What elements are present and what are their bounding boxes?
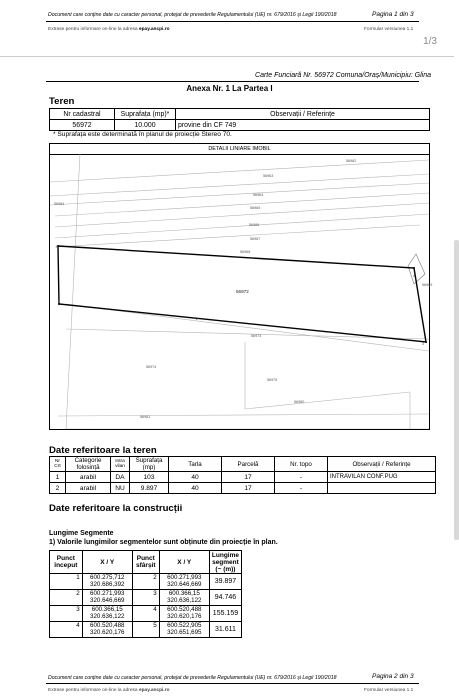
cell-length: 155.159 [209, 606, 241, 622]
anexa-title: Anexa Nr. 1 La Partea I [186, 84, 273, 93]
table-header-row [50, 457, 436, 472]
header-observatii: Observații / Referințe [328, 457, 436, 472]
teren-table [49, 108, 430, 131]
cell-start-point: 2 [50, 590, 83, 606]
header-observatii: Observații / Referințe [176, 109, 430, 120]
header-suprafata: Suprafața (mp) [130, 457, 169, 472]
cell-start-xy [82, 622, 132, 638]
header-parcela: Parcelă [222, 457, 275, 472]
header-nr-topo: Nr. topo [275, 457, 328, 472]
cell-start-xy [82, 590, 132, 606]
table-row [50, 574, 242, 590]
date-teren-heading: Date referitoare la teren [49, 445, 157, 456]
extract-site-link[interactable]: epay.ancpi.ro [138, 688, 170, 693]
header-xy-end: X / Y [159, 551, 209, 574]
header-nr-crt: Nr Crt [50, 457, 66, 472]
cell-end-point: 4 [132, 606, 159, 622]
cell-end-xy [159, 622, 209, 638]
table-row [50, 590, 242, 606]
table-row [50, 622, 242, 638]
cell-end-point: 2 [132, 574, 159, 590]
cell: 40 [169, 472, 222, 483]
cell: 9.897 [130, 483, 169, 494]
header-lungime: Lungime segment (~ (m)) [209, 551, 241, 574]
header-xy-start: X / Y [82, 551, 132, 574]
cell-end-point: 5 [132, 622, 159, 638]
cell-start-xy [82, 606, 132, 622]
coord-x: 600.366,15 [91, 606, 123, 613]
cell: 17 [222, 483, 275, 494]
viewer-page-indicator: 1/3 [423, 36, 437, 47]
cell-start-xy [82, 574, 132, 590]
parcel-label: 56967 [250, 237, 261, 241]
parcel-label: 56968 [240, 250, 251, 254]
form-version: Formular versiunea 1.1 [364, 27, 414, 32]
coord-y: 320.620,176 [167, 612, 202, 620]
parcel-label: 56969 [422, 283, 433, 287]
parcel-56972-outline [58, 246, 426, 342]
cell-start-point: 3 [50, 606, 83, 622]
cell-end-xy [159, 606, 209, 622]
cell: 103 [130, 472, 169, 483]
teren-footnote: * Suprafața este determinată în planul de proiecție Stereo 70. [53, 131, 232, 138]
coord-y: 320.646,669 [167, 580, 202, 588]
cell: INTRAVILAN CONF.PUG [328, 472, 436, 483]
date-constructii-heading: Date referitoare la construcții [49, 503, 183, 514]
cell: - [275, 483, 328, 494]
parcel-label: 56973 [251, 334, 262, 338]
coord-x: 600.522,905 [167, 622, 202, 629]
extract-prefix: Extrase pentru informare on-line la adresa [48, 688, 138, 693]
cell-length: 39.897 [209, 574, 241, 590]
scrollbar[interactable] [454, 240, 459, 540]
parcel-label: 56962 [346, 159, 357, 163]
cell-observatii: provine din CF 749 [176, 120, 430, 131]
lungime-table [49, 550, 242, 638]
table-row [50, 483, 436, 494]
header-intravilan: Intra vilan [111, 457, 130, 472]
cell-end-xy [159, 590, 209, 606]
header-nr-cadastral: Nr cadastral [50, 109, 115, 120]
cell-start-point: 4 [50, 622, 83, 638]
coord-x: 600.271,993 [90, 590, 125, 597]
cell: arabil [66, 483, 111, 494]
map-title: DETALII LINIARE IMOBIL [50, 144, 429, 155]
parcel-label: 56964 [253, 193, 264, 197]
cell: 40 [169, 483, 222, 494]
carte-funciara-header: Carte Funciară Nr. 56972 Comuna/Oraș/Municipiu: Glina [255, 72, 431, 79]
cell-end-point: 3 [132, 590, 159, 606]
coord-y: 320.651,695 [167, 628, 202, 636]
lungime-heading: Lungime Segmente [49, 530, 114, 537]
extract-prefix: Extrase pentru informare on-line la adresa [48, 27, 138, 32]
cell-length: 94.746 [209, 590, 241, 606]
vertex-label: 1 [58, 300, 61, 304]
table-row [50, 606, 242, 622]
cell: 1 [50, 472, 66, 483]
cell-end-xy [159, 574, 209, 590]
teren-heading: Teren [49, 96, 75, 107]
coord-y: 320.686,392 [90, 580, 125, 588]
coord-x: 600.275,712 [90, 574, 125, 581]
cell-nr-cadastral: 56972 [50, 120, 115, 131]
lungime-subtitle: 1) Valorile lungimilor segmentelor sunt obținute din proiecție în plan. [49, 539, 278, 546]
cell: - [275, 472, 328, 483]
table-header-row [50, 551, 242, 574]
header-suprafata: Suprafața (mp)* [115, 109, 176, 120]
header-categorie: Categorie folosință [66, 457, 111, 472]
cell-start-point: 1 [50, 574, 83, 590]
parcel-label: 56965 [250, 206, 261, 210]
coord-y: 320.636,122 [90, 612, 125, 620]
table-row [50, 120, 430, 131]
cell: arabil [66, 472, 111, 483]
parcel-label: 56974 [146, 365, 157, 369]
coord-y: 320.620,176 [90, 628, 125, 636]
coord-x: 600.366,15 [168, 590, 200, 597]
form-version: Formular versiunea 1.1 [364, 688, 414, 693]
parcel-label: 56980 [294, 400, 305, 404]
coord-y: 320.646,669 [90, 596, 125, 604]
parcel-label: 56981 [140, 415, 151, 419]
cell: 2 [50, 483, 66, 494]
vertex-label: 4 [413, 274, 416, 278]
personal-data-notice: Document care conține date cu caracter personal, protejat de prevederile Regulamentului (UE) nr. 679/2016 și Legii 190/2018 [48, 675, 337, 681]
coord-x: 600.520,488 [167, 606, 202, 613]
vertex-label: 3 [422, 342, 425, 346]
page-number: Pagina 1 din 3 [372, 11, 414, 18]
vertex-label: 5 [56, 245, 59, 249]
date-teren-table [49, 456, 436, 494]
coord-x: 600.520,488 [90, 622, 125, 629]
cell [328, 483, 436, 494]
vertex-label: 2 [196, 317, 199, 321]
parcel-label-56972: 56972 [236, 289, 249, 294]
page-number: Pagina 2 din 3 [372, 673, 414, 680]
cell: DA [111, 472, 130, 483]
coord-x: 600.271,993 [167, 574, 202, 581]
header-punct-inceput: Punct început [50, 551, 83, 574]
page-separator [0, 56, 454, 57]
coord-y: 320.636,122 [167, 596, 202, 604]
extract-note [48, 27, 170, 32]
cell: NU [111, 483, 130, 494]
map-frame [49, 143, 433, 430]
parcel-label: 56984 [54, 202, 65, 206]
table-row [50, 472, 436, 483]
extract-site-link[interactable]: epay.ancpi.ro [138, 27, 170, 32]
header-tarla: Tarla [169, 457, 222, 472]
parcel-label: 56966 [249, 223, 260, 227]
cell: 17 [222, 472, 275, 483]
cell-length: 31.611 [209, 622, 241, 638]
parcel-label: 56963 [263, 174, 274, 178]
extract-note [48, 688, 170, 693]
parcel-label: 56975 [267, 378, 278, 382]
personal-data-notice: Document care conține date cu caracter personal, protejat de prevederile Regulamentului (UE) nr. 679/2016 și Legii 190/2018 [48, 12, 337, 18]
header-punct-sfarsit: Punct sfârșit [132, 551, 159, 574]
table-header-row [50, 109, 430, 120]
cell-suprafata: 10.000 [115, 120, 176, 131]
